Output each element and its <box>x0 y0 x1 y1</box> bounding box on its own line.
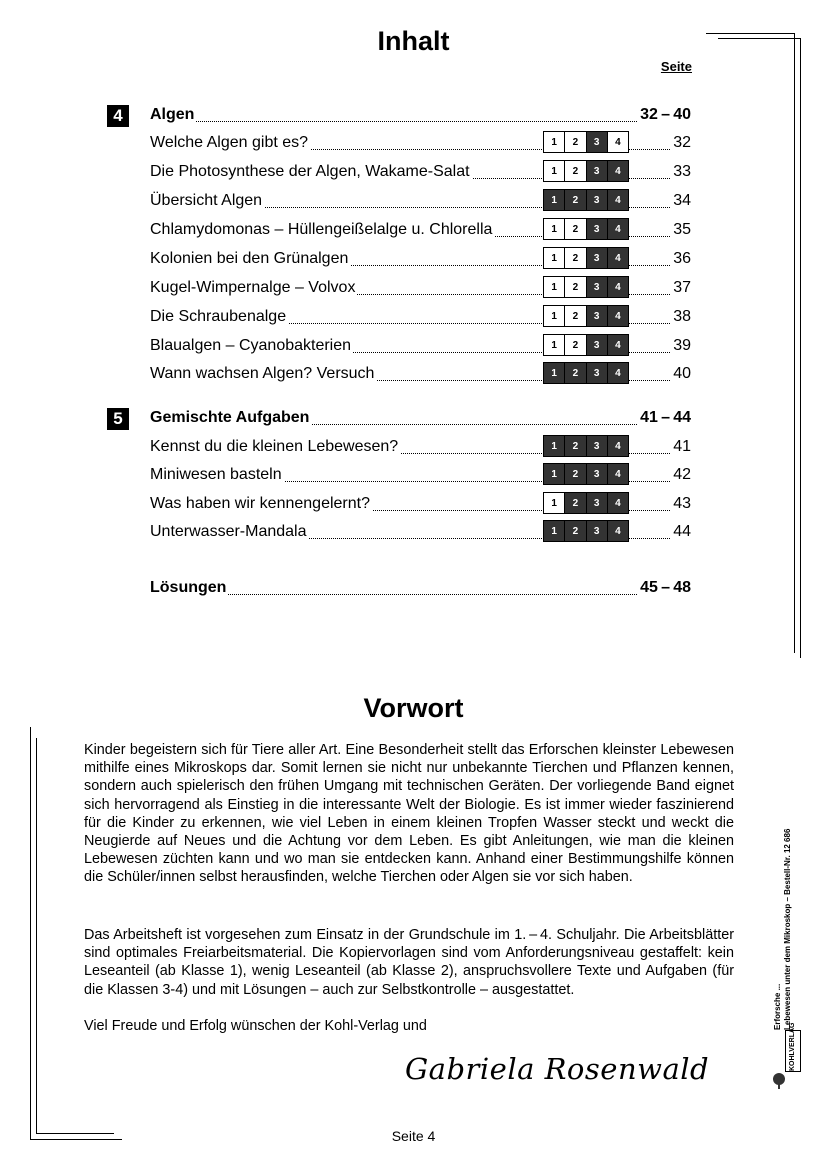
level-3: 3 <box>587 132 608 152</box>
dot-leader <box>150 100 639 122</box>
entry-page: 34 <box>671 190 691 212</box>
difficulty-levels <box>543 189 629 211</box>
level-1: 1 <box>544 190 565 210</box>
entry-title: Was haben wir kennengelernt? <box>150 493 372 515</box>
level-3: 3 <box>587 436 608 456</box>
level-1: 1 <box>544 363 565 383</box>
solutions-title: Lösungen <box>150 577 228 599</box>
toc-page-header: Seite <box>660 59 692 74</box>
chapter-title: Algen <box>150 104 196 126</box>
level-1: 1 <box>544 277 565 297</box>
entry-page: 38 <box>671 306 691 328</box>
difficulty-levels <box>543 218 629 240</box>
toc-solutions[interactable] <box>150 577 691 599</box>
toc-entry[interactable] <box>150 335 691 357</box>
toc-chapter-heading[interactable] <box>150 407 691 429</box>
level-2: 2 <box>565 521 586 541</box>
level-4: 4 <box>608 464 628 484</box>
toc-entry[interactable] <box>150 363 691 385</box>
entry-title: Blaualgen – Cyanobakterien <box>150 335 353 357</box>
chapter-number-badge: 4 <box>107 105 129 127</box>
publisher-logo <box>785 1022 801 1072</box>
solutions-pages: 45 – 48 <box>638 577 691 599</box>
difficulty-levels <box>543 305 629 327</box>
toc-entry[interactable] <box>150 277 691 299</box>
entry-title: Welche Algen gibt es? <box>150 132 310 154</box>
level-1: 1 <box>544 248 565 268</box>
entry-title: Miniwesen basteln <box>150 464 284 486</box>
difficulty-levels <box>543 520 629 542</box>
toc-entry[interactable] <box>150 190 691 212</box>
entry-title: Die Photosynthese der Algen, Wakame-Salat <box>150 161 472 183</box>
chapter-title: Gemischte Aufgaben <box>150 407 311 429</box>
chapter-pages: 32 – 40 <box>638 104 691 126</box>
level-1: 1 <box>544 132 565 152</box>
level-4: 4 <box>608 132 628 152</box>
toc-entry[interactable] <box>150 521 691 543</box>
level-2: 2 <box>565 436 586 456</box>
entry-page: 33 <box>671 161 691 183</box>
level-2: 2 <box>565 219 586 239</box>
spine-series: Erforsche ... <box>773 983 782 1030</box>
level-4: 4 <box>608 161 628 181</box>
entry-title: Wann wachsen Algen? Versuch <box>150 363 376 385</box>
level-2: 2 <box>565 363 586 383</box>
level-1: 1 <box>544 493 565 513</box>
toc-entry[interactable] <box>150 493 691 515</box>
toc-entry[interactable] <box>150 161 691 183</box>
foreword-paragraph-2: Das Arbeitsheft ist vorgesehen zum Einsatz in der Grundschule im 1. – 4. Schuljahr. Die Arbeitsblätter sind optimales Freiarbeitsmaterial. Die Kopiervorlagen sind vom Anforderungsniveau gestaffelt: kein Leseanteil (ab Klasse 1), wenig Leseanteil (ab Klasse 2), anspruchsvollere Texte und Aufgaben (für die Klassen 3-4) und mit Lösungen – auch zur Selbstkontrolle – ausgestattet. <box>84 927 734 998</box>
toc-entry[interactable] <box>150 219 691 241</box>
difficulty-levels <box>543 463 629 485</box>
level-4: 4 <box>608 190 628 210</box>
entry-page: 42 <box>671 464 691 486</box>
author-signature: Gabriela Rosenwald <box>405 1052 710 1086</box>
level-3: 3 <box>587 248 608 268</box>
level-3: 3 <box>587 161 608 181</box>
entry-title: Unterwasser-Mandala <box>150 521 309 543</box>
difficulty-levels <box>543 435 629 457</box>
level-3: 3 <box>587 219 608 239</box>
difficulty-levels <box>543 131 629 153</box>
entry-title: Chlamydomonas – Hüllengeißelalge u. Chlorella <box>150 219 494 241</box>
chapter-pages: 41 – 44 <box>638 407 691 429</box>
foreword-paragraph-3: Viel Freude und Erfolg wünschen der Kohl-Verlag und <box>84 1018 427 1034</box>
level-4: 4 <box>608 219 628 239</box>
entry-page: 39 <box>671 335 691 357</box>
toc-entry[interactable] <box>150 436 691 458</box>
spine-order-number: Lebewesen unter dem Mikroskop – Bestell-Nr. 12 686 <box>783 828 792 1030</box>
level-3: 3 <box>587 464 608 484</box>
entry-page: 43 <box>671 493 691 515</box>
difficulty-levels <box>543 160 629 182</box>
level-3: 3 <box>587 190 608 210</box>
entry-title: Kugel-Wimpernalge – Volvox <box>150 277 357 299</box>
level-1: 1 <box>544 219 565 239</box>
toc-entry[interactable] <box>150 464 691 486</box>
level-3: 3 <box>587 521 608 541</box>
page-number: Seite 4 <box>391 1128 436 1144</box>
level-1: 1 <box>544 161 565 181</box>
toc-title: Inhalt <box>377 26 450 56</box>
toc-entry[interactable] <box>150 306 691 328</box>
entry-title: Übersicht Algen <box>150 190 264 212</box>
level-1: 1 <box>544 521 565 541</box>
level-1: 1 <box>544 306 565 326</box>
level-1: 1 <box>544 464 565 484</box>
level-2: 2 <box>565 161 586 181</box>
level-1: 1 <box>544 436 565 456</box>
spine-label <box>773 790 813 1030</box>
difficulty-levels <box>543 247 629 269</box>
level-1: 1 <box>544 335 565 355</box>
chapter-number-badge: 5 <box>107 408 129 430</box>
frame-right-line <box>794 33 795 653</box>
level-4: 4 <box>608 306 628 326</box>
frame-right-line-inner <box>800 38 801 658</box>
difficulty-levels <box>543 492 629 514</box>
level-2: 2 <box>565 248 586 268</box>
entry-page: 35 <box>671 219 691 241</box>
level-2: 2 <box>565 277 586 297</box>
level-4: 4 <box>608 335 628 355</box>
frame-left-line-inner <box>36 738 37 1133</box>
level-2: 2 <box>565 464 586 484</box>
level-3: 3 <box>587 277 608 297</box>
level-3: 3 <box>587 493 608 513</box>
level-2: 2 <box>565 190 586 210</box>
frame-left-line <box>30 727 31 1139</box>
difficulty-levels <box>543 276 629 298</box>
level-2: 2 <box>565 335 586 355</box>
toc-entry[interactable] <box>150 248 691 270</box>
publisher-logo-text: KOHLVERLAG <box>789 1022 796 1071</box>
level-3: 3 <box>587 335 608 355</box>
toc-chapter-heading[interactable] <box>150 104 691 126</box>
level-4: 4 <box>608 363 628 383</box>
level-4: 4 <box>608 277 628 297</box>
foreword-paragraph-1: Kinder begeistern sich für Tiere aller Art. Eine Besonderheit stellt das Erforschen kleinster Lebewesen mithilfe eines Mikroskops dar. Somit lernen sie nicht nur unbekannte Tierchen und Pflanzen kennen, sondern auch spielerisch den frühen Umgang mit technischen Geräten. Der vorliegende Band eignet sich hervorragend als Einstieg in die interessante Welt der Biologie. Es ist immer wieder faszinierend für die Kinder zu erkennen, wie viel Leben in einem kleinen Tropfen Wasser steckt und weckt die Neugierde auf Neues und die Achtung vor dem Leben. Es gibt Anleitungen, wie man die kleinen Lebewesen züchten kann und wo man sie entdecken kann. Anhand einer Bestimmungshilfe können die Schüler/innen selbst herausfinden, welche Tierchen oder Algen sie vor sich haben. <box>84 742 734 886</box>
level-2: 2 <box>565 493 586 513</box>
difficulty-levels <box>543 334 629 356</box>
entry-title: Kennst du die kleinen Lebewesen? <box>150 436 400 458</box>
entry-page: 32 <box>671 132 691 154</box>
entry-title: Kolonien bei den Grünalgen <box>150 248 350 270</box>
entry-page: 44 <box>671 521 691 543</box>
level-2: 2 <box>565 132 586 152</box>
level-3: 3 <box>587 363 608 383</box>
level-2: 2 <box>565 306 586 326</box>
entry-page: 36 <box>671 248 691 270</box>
toc-entry[interactable] <box>150 132 691 154</box>
tree-logo-icon <box>770 1072 788 1090</box>
level-4: 4 <box>608 521 628 541</box>
foreword-title: Vorwort <box>363 693 464 723</box>
entry-page: 40 <box>671 363 691 385</box>
entry-page: 37 <box>671 277 691 299</box>
level-4: 4 <box>608 436 628 456</box>
level-3: 3 <box>587 306 608 326</box>
level-4: 4 <box>608 248 628 268</box>
entry-title: Die Schraubenalge <box>150 306 288 328</box>
difficulty-levels <box>543 362 629 384</box>
entry-page: 41 <box>671 436 691 458</box>
level-4: 4 <box>608 493 628 513</box>
